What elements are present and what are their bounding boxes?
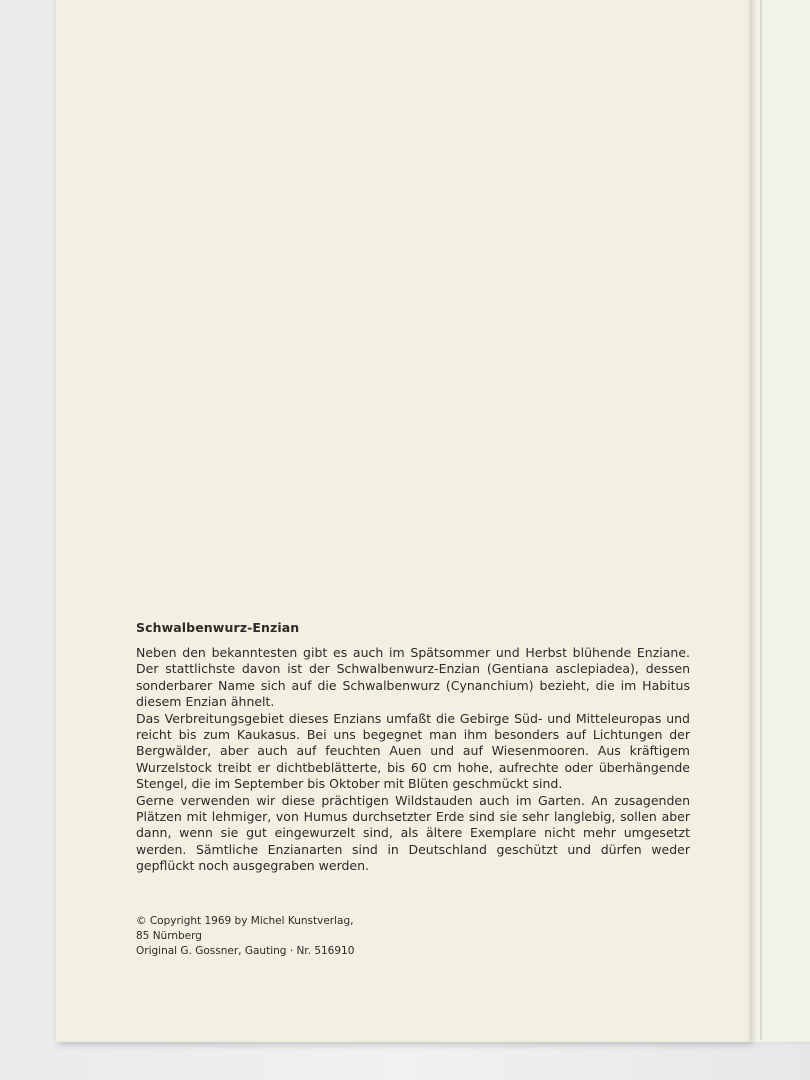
document-title: Schwalbenwurz-Enzian bbox=[136, 620, 300, 635]
paragraph-1: Neben den bekanntesten gibt es auch im Spätsommer und Herbst blühende Enziane. Der stattlichste davon ist der Schwalbenwurz-Enzian (Gentiana asclepiadea), dessen sonderbarer Name sich auf die Schwalbenwurz (Cynanchium) bezieht, die im Habitus diesem Enzian ähnelt. bbox=[136, 645, 690, 710]
copyright-line-2: 85 Nürnberg bbox=[136, 929, 202, 942]
paragraph-3: Gerne verwenden wir diese prächtigen Wildstauden auch im Garten. An zusagenden Plätzen mit lehmiger, von Humus durchsetzter Erde sind sie sehr langlebig, sollen aber dann, wenn sie gut eingewurzelt sind, als ältere Exemplare nicht mehr umgesetzt werden. Sämtliche Enzianarten sind in Deutschland geschützt und dürfen weder gepflückt noch ausgegraben werden. bbox=[136, 792, 690, 874]
card-edge-shadow bbox=[760, 0, 762, 1040]
postcard-back bbox=[56, 0, 750, 1042]
copyright-line-3: Original G. Gossner, Gauting · Nr. 516910 bbox=[136, 944, 355, 957]
copyright-block bbox=[136, 914, 436, 958]
second-card bbox=[750, 0, 810, 1042]
paragraph-2: Das Verbreitungsgebiet dieses Enzians umfaßt die Gebirge Süd- und Mitteleuropas und reicht bis zum Kaukasus. Bei uns begegnet man ihm besonders auf Lichtungen der Bergwälder, aber auch auf feuchten Auen und auf Wiesenmooren. Aus kräftigem Wurzelstock treibt er dichtbeblätterte, bis 60 cm hohe, aufrechte oder überhängende Stengel, die im September bis Oktober mit Blüten geschmückt sind. bbox=[136, 710, 690, 792]
text-block bbox=[136, 620, 690, 875]
copyright-line-1: © Copyright 1969 by Michel Kunstverlag, bbox=[136, 915, 354, 927]
